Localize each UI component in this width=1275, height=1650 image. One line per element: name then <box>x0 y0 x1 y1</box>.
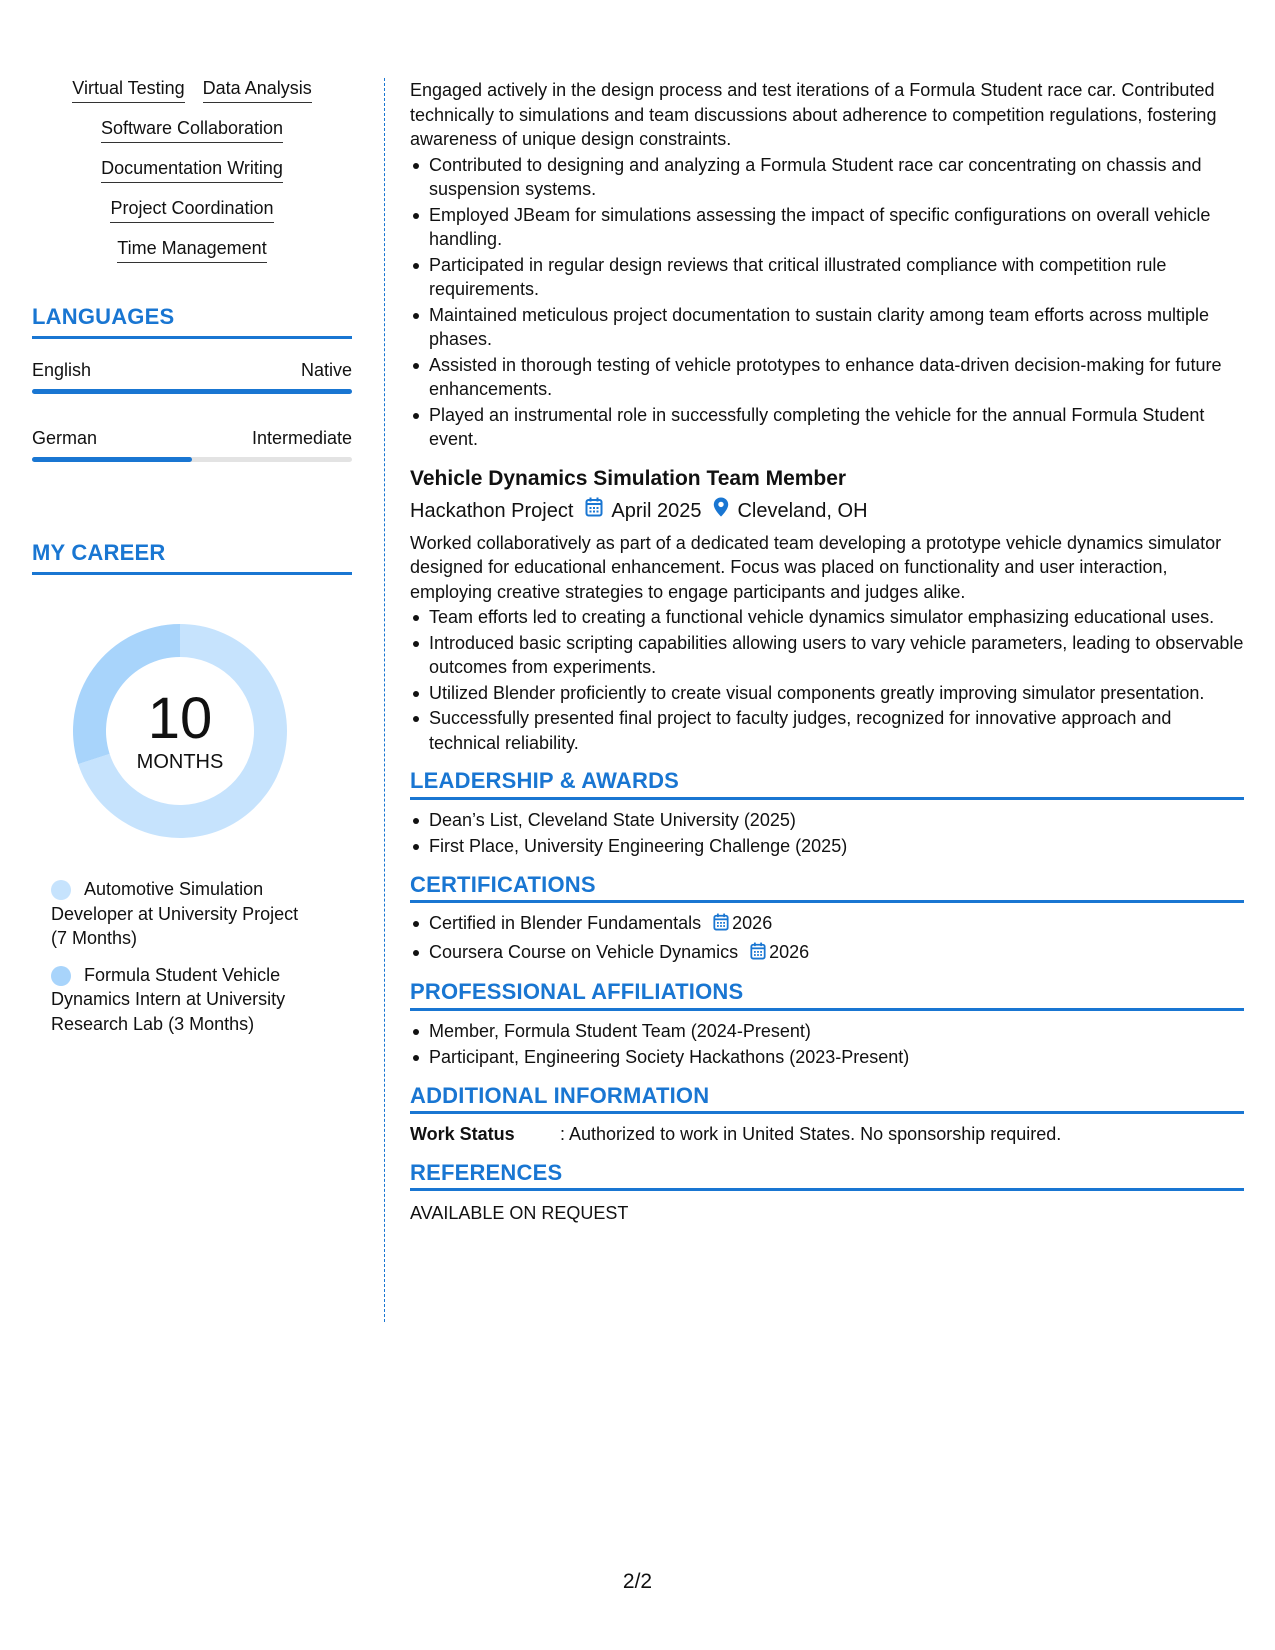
certifications-list <box>410 911 1244 966</box>
calendar-icon <box>750 942 766 967</box>
legend-item <box>51 963 316 1037</box>
language-bar <box>32 389 352 394</box>
certifications-section <box>410 873 1244 967</box>
section-title: REFERENCES <box>410 1161 1244 1192</box>
calendar-icon <box>585 497 603 525</box>
legend-label: Automotive Simulation Developer at University Project (7 Months) <box>51 879 299 948</box>
language-bar <box>32 457 352 462</box>
language-level: Native <box>300 360 352 380</box>
experience-item <box>410 465 1244 756</box>
certification-year: 2026 <box>769 941 810 962</box>
additional-info-section <box>410 1084 1244 1147</box>
experience-bullets <box>410 605 1244 755</box>
references-section <box>410 1161 1244 1226</box>
section-title: LANGUAGES <box>32 304 352 339</box>
leadership-list <box>410 808 1244 859</box>
work-status-value: : Authorized to work in United States. No sponsorship required. <box>560 1124 1062 1144</box>
language-bar-fill <box>32 457 192 462</box>
experience-description: Worked collaboratively as part of a dedicated team developing a prototype vehicle dynamics simulator designed for educational enhancement. Focus was placed on functionality and user interaction, employing creative strategies to engage participants and judges alike. <box>410 532 1222 602</box>
list-item: Member, Formula Student Team (2024-Present) <box>410 1019 1244 1044</box>
work-status-row <box>410 1122 1244 1147</box>
skill-tag: Virtual Testing <box>72 78 184 103</box>
affiliations-list <box>410 1019 1244 1070</box>
list-item <box>410 940 1244 967</box>
career-total: 10 <box>147 685 213 751</box>
language-name: German <box>32 428 98 448</box>
section-title: PROFESSIONAL AFFILIATIONS <box>410 980 1244 1011</box>
section-title: LEADERSHIP & AWARDS <box>410 769 1244 800</box>
right-column <box>410 78 1244 1226</box>
career-legend <box>51 877 316 1036</box>
job-meta <box>410 497 1244 525</box>
skill-tag: Software Collaboration <box>101 118 283 143</box>
language-item <box>32 360 352 394</box>
skill-tag: Documentation Writing <box>101 158 283 183</box>
job-date: April 2025 <box>611 499 702 522</box>
list-item: First Place, University Engineering Challenge (2025) <box>410 834 1244 859</box>
donut-center <box>67 618 293 844</box>
list-item: Contributed to designing and analyzing a Formula Student race car concentrating on chassis and suspension systems. <box>410 153 1244 202</box>
list-item: Assisted in thorough testing of vehicle prototypes to enhance data-driven decision-making for future enhancements. <box>410 353 1244 402</box>
calendar-icon <box>713 913 729 938</box>
leadership-section <box>410 769 1244 859</box>
experience-bullets <box>410 153 1244 452</box>
experience-description: Engaged actively in the design process and test iterations of a Formula Student race car. Contributed technically to simulations and team discussions about adherence to competition regulations, fostering awareness of unique design constraints. <box>410 80 1217 149</box>
list-item: Utilized Blender proficiently to create visual components greatly improving simulator presentation. <box>410 681 1244 706</box>
skill-tag: Project Coordination <box>110 198 273 223</box>
column-divider <box>384 78 385 1322</box>
list-item: Dean’s List, Cleveland State University (2025) <box>410 808 1244 833</box>
list-item: Maintained meticulous project documentation to sustain clarity among team efforts across multiple phases. <box>410 303 1244 352</box>
career-unit: MONTHS <box>136 750 224 773</box>
career-section <box>32 540 352 1036</box>
section-title: CERTIFICATIONS <box>410 873 1244 904</box>
list-item: Participated in regular design reviews that critical illustrated compliance with competition rule requirements. <box>410 253 1244 302</box>
skill-tag: Time Management <box>117 238 266 263</box>
map-pin-icon <box>713 497 729 525</box>
legend-item <box>51 877 316 951</box>
career-donut-chart <box>67 618 293 844</box>
legend-dot <box>51 966 71 986</box>
certification-name: Coursera Course on Vehicle Dynamics <box>429 941 739 962</box>
list-item: Participant, Engineering Society Hackathons (2023-Present) <box>410 1045 1244 1070</box>
language-bar-fill <box>32 389 352 394</box>
job-title: Vehicle Dynamics Simulation Team Member <box>410 466 847 490</box>
language-item <box>32 428 352 462</box>
languages-section <box>32 304 352 462</box>
affiliations-section <box>410 980 1244 1070</box>
language-name: English <box>32 360 92 380</box>
language-level: Intermediate <box>251 428 352 448</box>
left-column <box>32 78 352 1048</box>
skills-list <box>32 78 352 263</box>
skill-tag: Data Analysis <box>203 78 312 103</box>
section-title: MY CAREER <box>32 540 352 575</box>
certification-year: 2026 <box>732 913 773 933</box>
list-item: Employed JBeam for simulations assessing the impact of specific configurations on overall vehicle handling. <box>410 203 1244 252</box>
job-organization: Hackathon Project <box>410 499 574 522</box>
legend-label: Formula Student Vehicle Dynamics Intern at University Research Lab (3 Months) <box>51 964 286 1034</box>
job-location: Cleveland, OH <box>737 499 868 522</box>
list-item: Team efforts led to creating a functional vehicle dynamics simulator emphasizing educational uses. <box>410 605 1244 630</box>
work-status-label: Work Status <box>410 1124 515 1144</box>
page-number: 2/2 <box>622 1570 653 1593</box>
legend-dot <box>51 880 71 900</box>
list-item <box>410 911 1244 938</box>
experience-item <box>410 78 1244 452</box>
list-item: Played an instrumental role in successfully completing the vehicle for the annual Formula Student event. <box>410 403 1244 452</box>
list-item: Introduced basic scripting capabilities allowing users to vary vehicle parameters, leading to observable outcomes from experiments. <box>410 631 1244 680</box>
certification-name: Certified in Blender Fundamentals <box>429 913 702 933</box>
references-text: AVAILABLE ON REQUEST <box>410 1203 629 1223</box>
section-title: ADDITIONAL INFORMATION <box>410 1084 1244 1115</box>
list-item: Successfully presented final project to faculty judges, recognized for innovative approach and technical reliability. <box>410 706 1244 755</box>
